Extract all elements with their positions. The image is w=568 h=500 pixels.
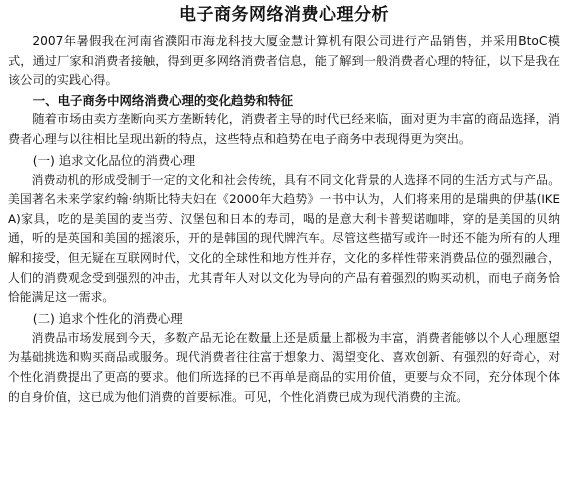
subsection-paragraph-culture: 消费动机的形成受制于一定的文化和社会传统，具有不同文化背景的人选择不同的生活方式与产品。美国著名未来学家约翰·纳斯比特夫妇在《2000年大趋势》一书中认为，人们将来用的是瑞典的伊基(IKEA)家具，吃的是美国的麦当劳、汉堡包和日本的寿司，喝的是意大利卡普契诺咖啡，穿的是美国的贝纳通，听的是英国和美国的摇滚乐，开的是韩国的现代牌汽车。尽管这些描写或许一时还不能为所有的人理解和接受，但无疑在互联网时代，文化的全球性和地方性并存，文化的多样性带来消费品位的强烈融合，人们的消费观念受到强烈的冲击，尤其青年人对以文化为导向的产品有着强烈的购买动机，而电子商务恰恰能满足这一需求。 bbox=[8, 172, 560, 305]
subsection-heading-culture: (一) 追求文化品位的消费心理 bbox=[32, 152, 196, 168]
subsection-heading-individuality: (二) 追求个性化的消费心理 bbox=[32, 310, 183, 326]
section-paragraph-trends: 随着市场由卖方垄断向买方垄断转化，消费者主导的时代已经来临，面对更为丰富的商品选择，消费者心理与以往相比呈现出新的特点，这些特点和趋势在电子商务中表现得更为突出。 bbox=[8, 112, 560, 146]
section-heading-trends: 一、电子商务中网络消费心理的变化趋势和特征 bbox=[32, 92, 293, 108]
intro-paragraph: 2007年暑假我在河南省濮阳市海龙科技大厦金慧计算机有限公司进行产品销售，并采用BtoC模式，通过厂家和消费者接触，得到更多网络消费者信息，能了解到一般消费者心理的特征，以下是我在该公司的实践心得。 bbox=[8, 34, 560, 88]
subsection-paragraph-individuality: 消费品市场发展到今天，多数产品无论在数量上还是质量上都极为丰富，消费者能够以个人心理愿望为基础挑选和购买商品或服务。现代消费者往往富于想象力、渴望变化、喜欢创新、有强烈的好奇心，对个性化消费提出了更高的要求。他们所选择的已不再单是商品的实用价值，更要与众不同，充分体现个体的自身价值，这已成为他们消费的首要标准。可见，个性化消费已成为现代消费的主流。 bbox=[8, 330, 560, 404]
document-title: 电子商务网络消费心理分析 bbox=[179, 5, 389, 25]
